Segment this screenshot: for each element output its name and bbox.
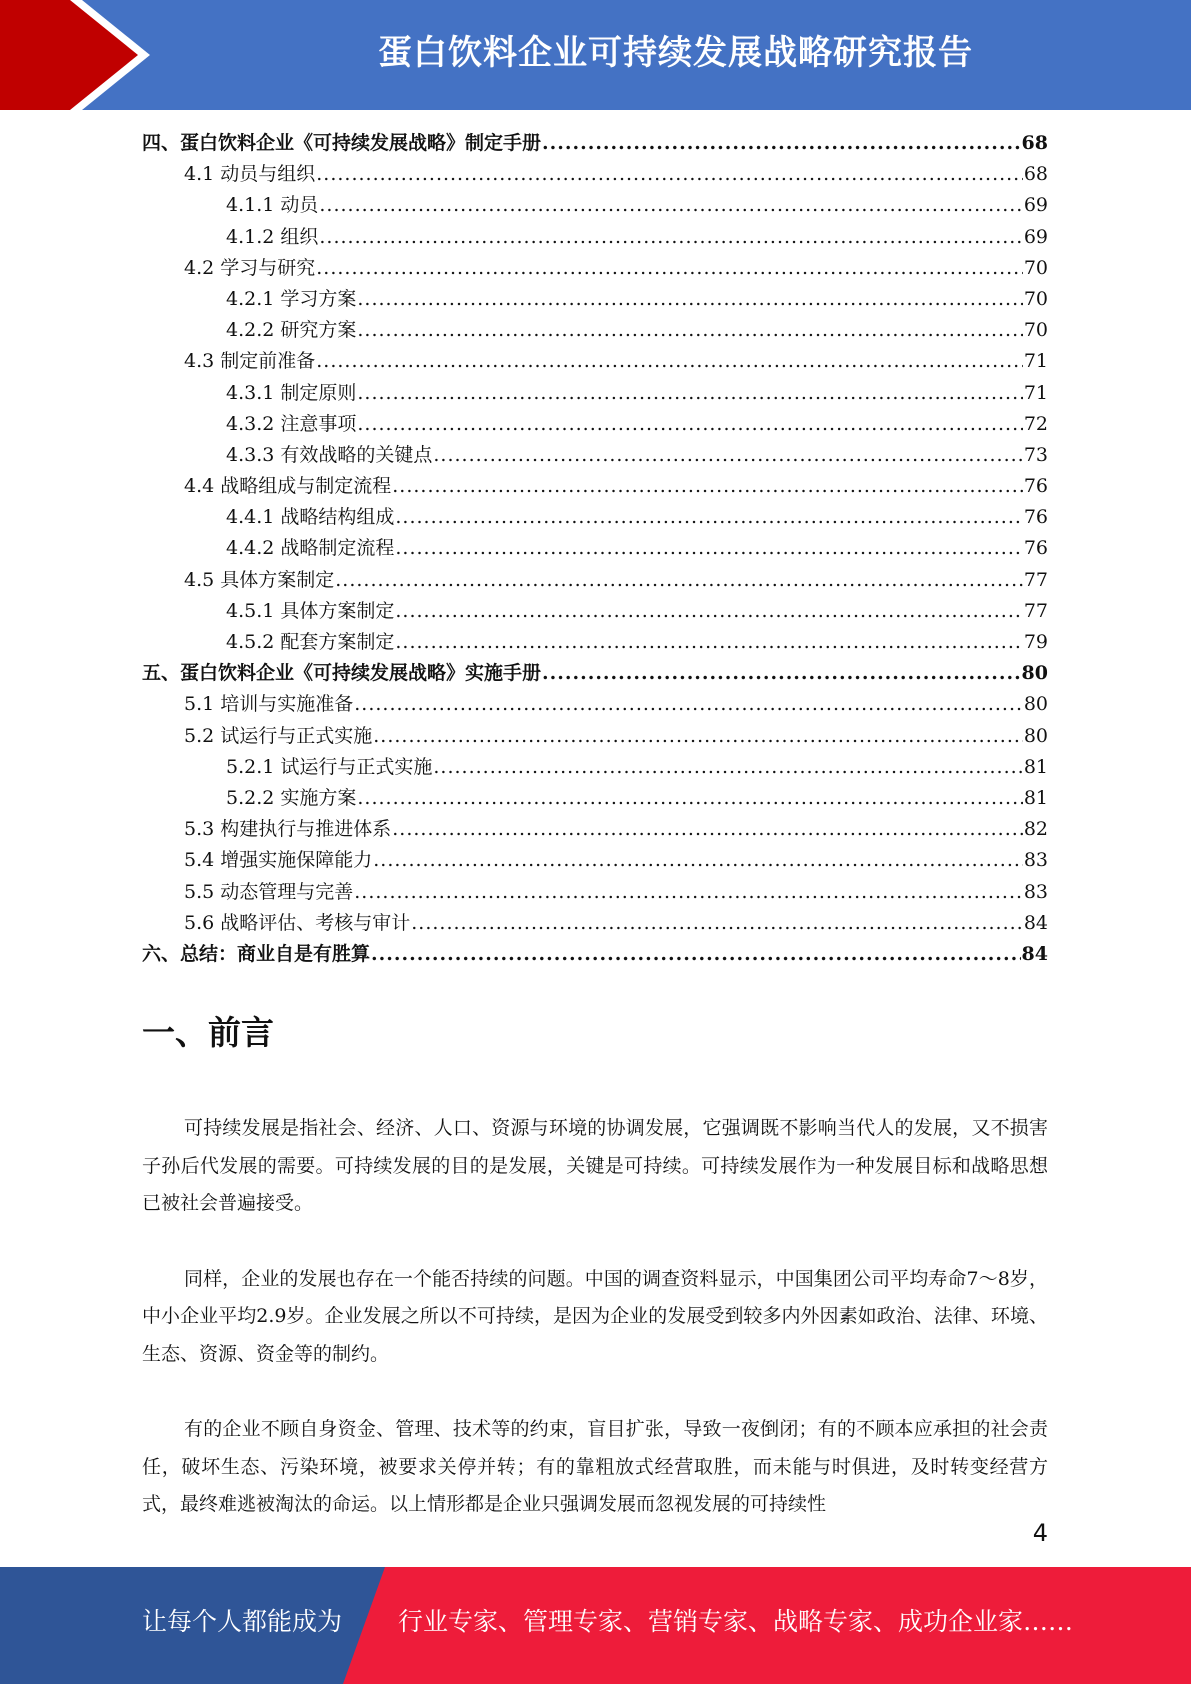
toc-entry-page: 69 — [1023, 194, 1048, 217]
toc-entry-page: 76 — [1023, 537, 1048, 560]
toc-entry-page: 73 — [1023, 443, 1048, 466]
toc-entry-label: 4.3.1 制定原则 — [226, 381, 357, 404]
toc-leader-dots — [392, 814, 1023, 845]
toc-entry[interactable] — [142, 845, 1048, 876]
toc-leader-dots — [357, 315, 1022, 346]
toc-entry-page: 84 — [1021, 942, 1048, 965]
toc-leader-dots — [354, 689, 1023, 720]
toc-entry[interactable] — [142, 565, 1048, 596]
toc-entry-label: 4.2.1 学习方案 — [226, 287, 357, 310]
toc-entry[interactable] — [142, 721, 1048, 752]
toc-leader-dots — [335, 565, 1023, 596]
toc-entry-page: 70 — [1023, 256, 1048, 279]
toc-entry-page: 70 — [1023, 319, 1048, 342]
toc-leader-dots — [542, 658, 1021, 689]
toc-entry[interactable] — [142, 409, 1048, 440]
section-body — [142, 1110, 1048, 1562]
toc-entry-page: 77 — [1023, 599, 1048, 622]
toc-entry-page: 71 — [1023, 381, 1048, 404]
toc-entry[interactable] — [142, 939, 1048, 970]
toc-entry[interactable] — [142, 471, 1048, 502]
toc-leader-dots — [392, 471, 1023, 502]
toc-leader-dots — [354, 877, 1023, 908]
toc-entry[interactable] — [142, 596, 1048, 627]
toc-entry-label: 4.1 动员与组织 — [184, 163, 316, 186]
toc-entry-label: 5.6 战略评估、考核与审计 — [184, 911, 411, 934]
toc-entry[interactable] — [142, 658, 1048, 689]
toc-entry-label: 四、蛋白饮料企业《可持续发展战略》制定手册 — [142, 132, 542, 154]
paragraph: 同样，企业的发展也存在一个能否持续的问题。中国的调查资料显示，中国集团公司平均寿命7～8岁，中小企业平均2.9岁。企业发展之所以不可持续，是因为企业的发展受到较多内外因素如政治、法律、环境、生态、资源、资金等的制约。 — [142, 1267, 1048, 1365]
toc-entry-page: 80 — [1021, 662, 1048, 685]
toc-entry-label: 4.2.2 研究方案 — [226, 319, 357, 342]
toc-leader-dots — [373, 845, 1023, 876]
toc-entry-page: 81 — [1023, 786, 1048, 809]
toc-entry-label: 5.4 增强实施保障能力 — [184, 849, 373, 872]
toc-entry-label: 五、蛋白饮料企业《可持续发展战略》实施手册 — [142, 662, 542, 685]
toc-entry[interactable] — [142, 190, 1048, 221]
paragraph: 有的企业不顾自身资金、管理、技术等的约束，盲目扩张，导致一夜倒闭；有的不顾本应承担的社会责任，破坏生态、污染环境，被要求关停并转；有的靠粗放式经营取胜，而未能与时俱进，及时转变经营方式，最终难逃被淘汰的命运。以上情形都是企业只强调发展而忽视发展的可持续性 — [142, 1418, 1048, 1515]
toc-entry-label: 4.1.1 动员 — [226, 194, 319, 217]
toc-entry[interactable] — [142, 533, 1048, 564]
toc-entry-label: 4.2 学习与研究 — [184, 256, 316, 279]
toc-leader-dots — [316, 253, 1023, 284]
toc-leader-dots — [433, 440, 1022, 471]
toc-entry[interactable] — [142, 159, 1048, 190]
toc-leader-dots — [373, 721, 1023, 752]
toc-leader-dots — [357, 783, 1022, 814]
toc-entry-label: 4.3.2 注意事项 — [226, 412, 357, 435]
toc-entry[interactable] — [142, 128, 1048, 159]
toc-entry-label: 4.4.2 战略制定流程 — [226, 537, 395, 560]
toc-entry-page: 79 — [1023, 631, 1048, 653]
toc-entry-page: 83 — [1023, 880, 1048, 903]
toc-entry[interactable] — [142, 315, 1048, 346]
toc-entry[interactable] — [142, 814, 1048, 845]
toc-entry[interactable] — [142, 440, 1048, 471]
toc-leader-dots — [395, 627, 1022, 658]
toc-leader-dots — [357, 378, 1022, 409]
toc-leader-dots — [542, 128, 1021, 159]
toc-entry-label: 5.2.2 实施方案 — [226, 786, 357, 809]
toc-entry[interactable] — [142, 877, 1048, 908]
toc-entry[interactable] — [142, 222, 1048, 253]
toc-leader-dots — [319, 190, 1022, 221]
toc-entry-label: 5.3 构建执行与推进体系 — [184, 818, 392, 841]
toc-entry[interactable] — [142, 908, 1048, 939]
toc-entry[interactable] — [142, 253, 1048, 284]
toc-entry-page: 72 — [1023, 412, 1048, 435]
toc-entry-label: 4.3.3 有效战略的关键点 — [226, 443, 433, 466]
toc-entry-label: 4.5.1 具体方案制定 — [226, 599, 395, 622]
toc-entry[interactable] — [142, 752, 1048, 783]
toc-entry[interactable] — [142, 783, 1048, 814]
toc-entry-page: 71 — [1023, 350, 1048, 373]
toc-leader-dots — [433, 752, 1022, 783]
toc-entry[interactable] — [142, 627, 1048, 658]
toc-entry-label: 5.2.1 试运行与正式实施 — [226, 755, 433, 778]
toc-leader-dots — [395, 502, 1022, 533]
toc-entry-label: 4.1.2 组织 — [226, 225, 319, 248]
toc-entry-page: 82 — [1023, 818, 1048, 841]
page-number: 4 — [1032, 1519, 1048, 1547]
header-chevron-icon — [0, 0, 140, 110]
toc-entry-label: 4.5.2 配套方案制定 — [226, 631, 395, 653]
toc-leader-dots — [316, 346, 1023, 377]
footer-slogan-left: 让每个人都能成为 — [142, 1607, 343, 1636]
toc-entry-page: 83 — [1023, 849, 1048, 872]
toc-leader-dots — [357, 409, 1022, 440]
toc-entry-label: 4.5 具体方案制定 — [184, 568, 335, 591]
footer-slogan-right: 行业专家、管理专家、营销专家、战略专家、成功企业家…… — [398, 1607, 1074, 1636]
toc-entry-label: 5.1 培训与实施准备 — [184, 693, 354, 716]
page-header — [0, 0, 1191, 110]
report-title: 蛋白饮料企业可持续发展战略研究报告 — [378, 33, 973, 73]
toc-entry[interactable] — [142, 346, 1048, 377]
toc-entry[interactable] — [142, 689, 1048, 720]
table-of-contents — [142, 128, 1048, 970]
toc-entry-page: 81 — [1023, 755, 1048, 778]
toc-entry-page: 77 — [1023, 568, 1048, 591]
toc-entry-label: 5.5 动态管理与完善 — [184, 880, 354, 903]
toc-leader-dots — [395, 596, 1022, 627]
toc-entry-page: 84 — [1023, 911, 1048, 934]
toc-leader-dots — [371, 939, 1021, 970]
toc-leader-dots — [395, 533, 1022, 564]
toc-entry-label: 4.3 制定前准备 — [184, 350, 316, 373]
paragraph: 可持续发展是指社会、经济、人口、资源与环境的协调发展，它强调既不影响当代人的发展，又不损害子孙后代发展的需要。可持续发展的目的是发展，关键是可持续。可持续发展作为一种发展目标和战略思想已被社会普遍接受。 — [142, 1117, 1048, 1214]
toc-entry-page: 80 — [1023, 693, 1048, 716]
toc-entry-label: 5.2 试运行与正式实施 — [184, 724, 373, 747]
toc-entry-page: 76 — [1023, 475, 1048, 498]
toc-entry[interactable] — [142, 502, 1048, 533]
toc-entry-page: 76 — [1023, 506, 1048, 529]
toc-entry-page: 68 — [1023, 163, 1048, 186]
toc-entry-page: 80 — [1023, 724, 1048, 747]
toc-leader-dots — [319, 222, 1022, 253]
section-heading: 一、前言 — [142, 1013, 274, 1052]
page-footer — [0, 1567, 1191, 1684]
toc-entry-page: 69 — [1023, 225, 1048, 248]
toc-entry-page: 68 — [1021, 132, 1048, 154]
toc-leader-dots — [357, 284, 1022, 315]
toc-leader-dots — [411, 908, 1023, 939]
toc-entry[interactable] — [142, 378, 1048, 409]
toc-entry-page: 70 — [1023, 287, 1048, 310]
toc-entry-label: 六、总结：商业自是有胜算 — [142, 942, 371, 965]
toc-entry[interactable] — [142, 284, 1048, 315]
toc-entry-label: 4.4 战略组成与制定流程 — [184, 475, 392, 498]
toc-leader-dots — [316, 159, 1023, 190]
toc-entry-label: 4.4.1 战略结构组成 — [226, 506, 395, 529]
